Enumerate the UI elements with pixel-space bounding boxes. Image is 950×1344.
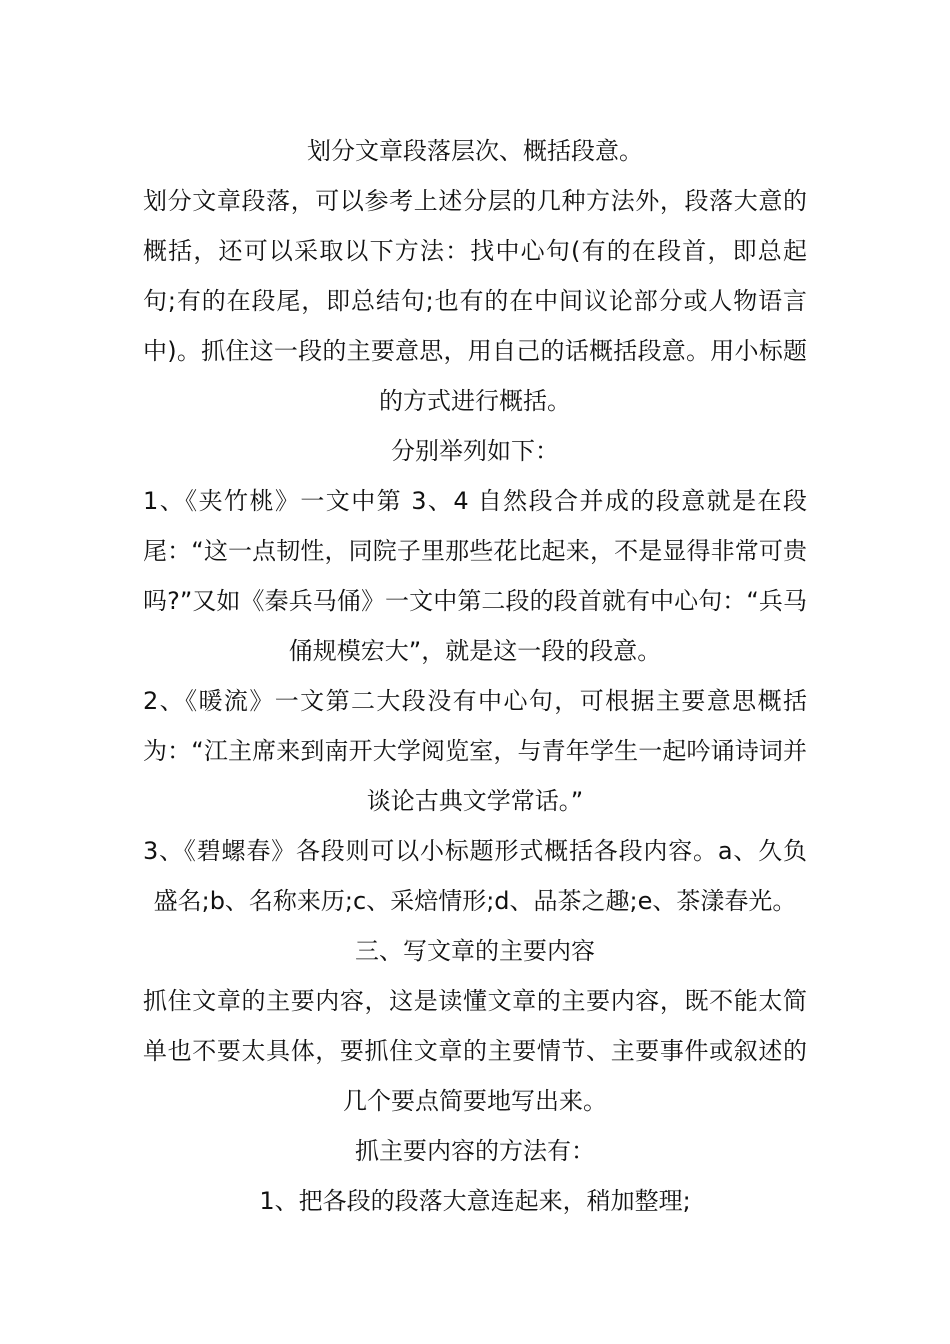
body-paragraph: 划分文章段落，可以参考上述分层的几种方法外，段落大意的概括，还可以采取以下方法：找中心句(有的在段首，即总起句;有的在段尾，即总结句;也有的在中间议论部分或人物语言中)。抓住这一段的主要意思，用自己的话概括段意。用小标题的方式进行概括。	[143, 187, 807, 415]
method-intro: 抓主要内容的方法有：	[355, 1137, 595, 1165]
document-body	[143, 126, 807, 1226]
body-paragraph-2: 抓住文章的主要内容，这是读懂文章的主要内容，既不能太简单也不要太具体，要抓住文章的主要情节、主要事件或叙述的几个要点简要地写出来。	[143, 987, 807, 1115]
example-item-1: 1、《夹竹桃》一文中第 3、4 自然段合并成的段意就是在段尾：“这一点韧性，同院子里那些花比起来，不是显得非常可贵吗?”又如《秦兵马俑》一文中第二段的段首就有中心句：“兵马俑规模宏大”，就是这一段的段意。	[143, 487, 807, 665]
example-item-2: 2、《暖流》一文第二大段没有中心句，可根据主要意思概括为：“江主席来到南开大学阅览室，与青年学生一起吟诵诗词并谈论古典文学常话。”	[143, 687, 807, 815]
method-item-1: 1、把各段的段落大意连起来，稍加整理;	[259, 1187, 691, 1215]
section-heading: 划分文章段落层次、概括段意。	[307, 137, 643, 165]
section-heading-3: 三、写文章的主要内容	[355, 937, 595, 965]
example-item-3: 3、《碧螺春》各段则可以小标题形式概括各段内容。a、久负盛名;b、名称来历;c、采焙情形;d、品茶之趣;e、茶漾春光。	[143, 837, 807, 915]
example-intro: 分别举列如下：	[391, 437, 559, 465]
